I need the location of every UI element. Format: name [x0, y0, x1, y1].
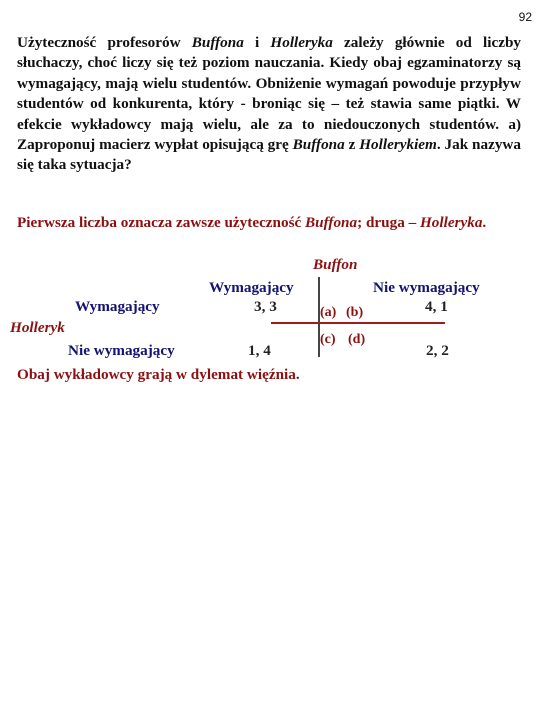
col-strategy-2: Nie wymagający [373, 279, 480, 296]
column-player-label: Buffon [313, 256, 358, 273]
intro-text-2: ; druga – [357, 214, 420, 231]
intro-text-3: . [482, 214, 487, 231]
payoff-cell-c: 1, 4 [248, 342, 271, 359]
row-strategy-2: Nie wymagający [68, 342, 175, 359]
intro-buffona: Buffona [305, 214, 358, 231]
cell-label-a: (a) [320, 305, 337, 320]
cell-label-b: (b) [346, 305, 364, 320]
row-strategy-1: Wymagający [75, 298, 160, 315]
problem-statement [17, 33, 521, 176]
cell-label-c: (c) [320, 332, 336, 347]
payoff-cell-a: 3, 3 [254, 298, 277, 315]
problem-text-1: Użyteczność profesorów [17, 34, 192, 51]
intro-text-1: Pierwsza liczba oznacza zawsze użyteczność [17, 214, 306, 231]
row-player-label: Holleryk [10, 319, 65, 336]
payoff-cell-b: 4, 1 [425, 298, 448, 315]
payoff-cell-d: 2, 2 [426, 342, 449, 359]
name-buffona-2: Buffona [292, 136, 345, 154]
name-hollerykiem: Hollerykiem [359, 136, 437, 154]
problem-text-3: zależy głównie od liczby słuchaczy, choć liczy się też poziom nauczania. Kiedy obaj egzaminatorzy są wymagający, mają wielu studentów. Obniżenie wymagań powoduje przypływ studentów od konkurenta, który - broniąc się – też stawia same piątki. W efekcie wykładowcy mają wielu, ale za to niedouczonych studentów. a) Zaproponuj macierz wypłat opisującą grę [17, 34, 521, 154]
name-buffona: Buffona [191, 34, 244, 51]
page-number: 92 [518, 10, 532, 24]
problem-text-5: . Jak nazywa się taka sytuacja? [17, 136, 521, 174]
name-holleryka: Holleryka [270, 34, 333, 51]
col-strategy-1: Wymagający [209, 279, 294, 296]
cell-label-d: (d) [348, 332, 366, 347]
conclusion: Obaj wykładowcy grają w dylemat więźnia. [17, 366, 300, 383]
intro-holleryka: Holleryka [419, 214, 483, 231]
matrix-horizontal-divider [271, 322, 445, 324]
payoff-intro [17, 213, 521, 233]
problem-text-2: i [243, 34, 271, 51]
problem-text-4: z [344, 136, 360, 154]
